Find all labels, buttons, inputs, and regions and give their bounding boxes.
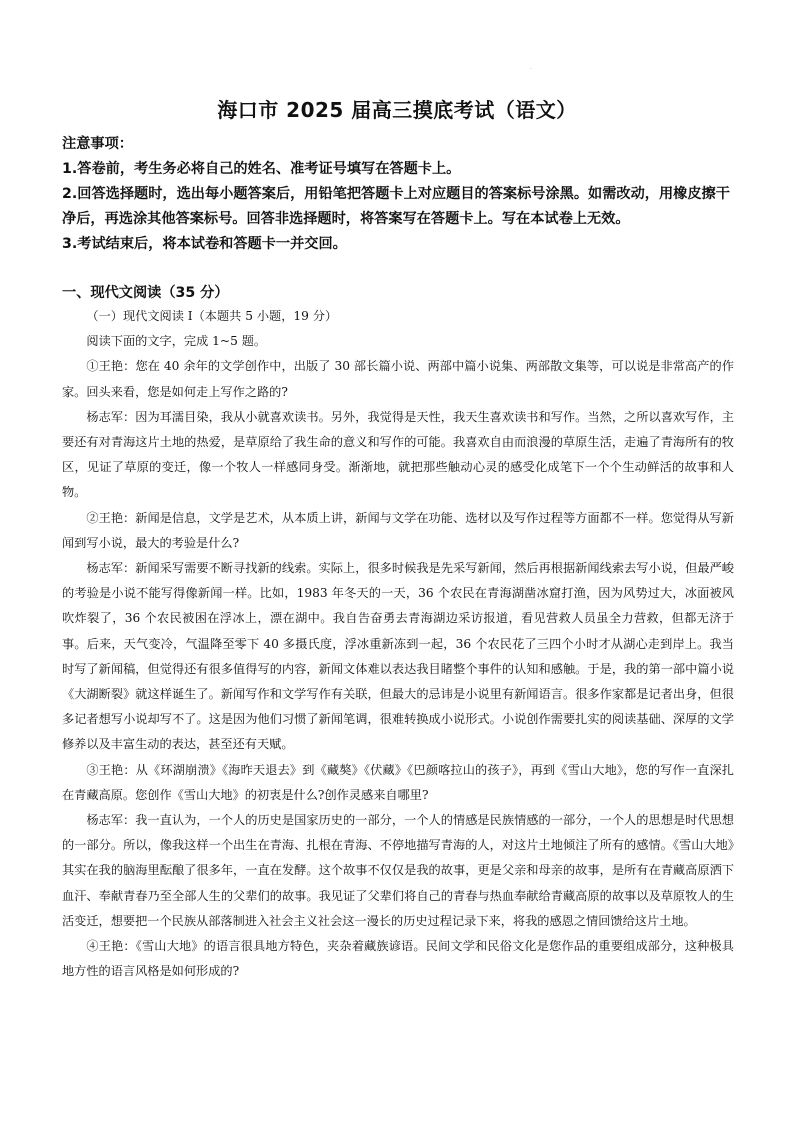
passage-paragraph: ①王艳：您在 40 余年的文学创作中，出版了 30 部长篇小说、两部中篇小说集、两部散文集等，可以说是非常高产的作家。回头来看，您是如何走上写作之路的? bbox=[62, 359, 734, 399]
passage-paragraph: ③王艳：从《环湖崩溃》《海昨天退去》到《藏獒》《伏藏》《巴颜喀拉山的孩子》，再到《雪山大地》，您的写作一直深扎在青藏高原。您创作《雪山大地》的初衷是什么?创作灵感来自哪里? bbox=[62, 762, 734, 802]
instruction-text: 阅读下面的文字，完成 1~5 题。 bbox=[86, 334, 267, 349]
passage-paragraph: 杨志军：因为耳濡目染，我从小就喜欢读书。另外，我觉得是天性，我天生喜欢读书和写作。当然，之所以喜欢写作，主要还有对青海这片土地的热爱，是草原给了我生命的意义和写作的可能。我喜欢自由而浪漫的草原生活，走遍了青海所有的牧区，见证了草原的变迁，像一个牧人一样感同身受。渐渐地，就把那些触动心灵的感受化成笔下一个个生动鲜活的故事和人物。 bbox=[62, 409, 734, 500]
notice-block bbox=[62, 132, 742, 257]
notice-item: 2.回答选择题时，选出每小题答案后，用铅笔把答题卡上对应题目的答案标号涂黑。如需改动，用橡皮擦干净后，再选涂其他答案标号。回答非选择题时，将答案写在答题卡上。写在本试卷上无效。 bbox=[62, 186, 730, 227]
notice-item: 3.考试结束后，将本试卷和答题卡一并交回。 bbox=[62, 236, 347, 252]
passage-paragraph: 杨志军：我一直认为，一个人的历史是国家历史的一部分，一个人的情感是民族情感的一部分，一个人的思想是时代思想的一部分。所以，像我这样一个出生在青海、扎根在青海、不停地描写青海的人，对这片土地倾注了所有的感情。《雪山大地》其实在我的脑海里酝酿了很多年，一直在发酵。这个故事不仅仅是我的故事，更是父亲和母亲的故事，是所有在青藏高原洒下血汗、奉献青春乃至全部人生的父辈们的故事。我见证了父辈们将自己的青春与热血奉献给青藏高原的故事以及草原牧人的生活变迁，想要把一个民族从部落制进入社会主义社会这一漫长的历史过程记录下来，将我的感恩之情回馈给这片土地。 bbox=[62, 813, 734, 928]
notice-item: 1.答卷前，考生务必将自己的姓名、准考证号填写在答题卡上。 bbox=[62, 161, 461, 177]
subsection-heading: （一）现代文阅读 Ⅰ（本题共 5 小题，19 分） bbox=[86, 309, 338, 323]
reading-passage bbox=[62, 304, 734, 984]
section-heading: 一、现代文阅读（35 分） bbox=[62, 285, 229, 301]
notice-heading: 注意事项： bbox=[62, 136, 133, 152]
header-mark: · bbox=[530, 66, 532, 72]
passage-paragraph: ④王艳：《雪山大地》的语言很具地方特色，夹杂着藏族谚语。民间文学和民俗文化是您作品的重要组成部分，这种极具地方性的语言风格是如何形成的? bbox=[62, 939, 734, 979]
page-title: 海口市 2025 届高三摸底考试（语文） bbox=[217, 98, 577, 122]
passage-paragraph: 杨志军：新闻采写需要不断寻找新的线索。实际上，很多时候我是先采写新闻，然后再根据新闻线索去写小说，但最严峻的考验是小说不能写得像新闻一样。比如，1983 年冬天的一天，36 个农民在青海湖凿冰窟打渔，因为风势过大，冰面被风吹炸裂了，36 个农民被困在浮冰上，漂在湖中。我自告奋勇去青海湖边采访报道，看见营救人员虽全力营救，但都无济于事。后来，天气变冷，气温降至零下 40 多摄氏度，浮冰重新冻到一起，36 个农民花了三四个小时才从湖心走到岸上。我当时写了新闻稿，但觉得还有很多值得写的内容，新闻文体难以表达我目睹整个事件的认知和感触。于是，我的第一部中篇小说《大湖断裂》就这样诞生了。新闻写作和文学写作有关联，但最大的忌讳是小说里有新闻语言。很多作家都是记者出身，但很多记者想写小说却写不了。这是因为他们习惯了新闻笔调，很难转换成小说形式。小说创作需要扎实的阅读基础、深厚的文学修养以及丰富生动的表达，甚至还有天赋。 bbox=[62, 561, 734, 752]
passage-paragraph: ②王艳：新闻是信息，文学是艺术，从本质上讲，新闻与文学在功能、选材以及写作过程等方面都不一样。您觉得从写新闻到写小说，最大的考验是什么? bbox=[62, 510, 734, 550]
